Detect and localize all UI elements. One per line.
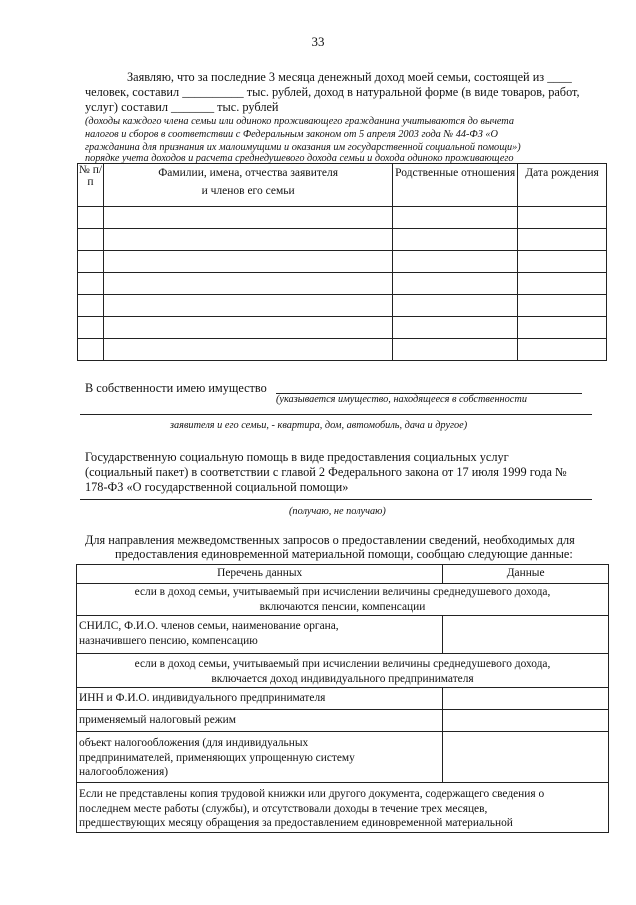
table-row: [78, 273, 607, 295]
table-row: [77, 732, 609, 783]
final-note-line-3: предшествующих месяцу обращения за предоставлением единовременной материальной: [79, 817, 513, 829]
table-row: [78, 295, 607, 317]
social-line-2: (социальный пакет) в соответствии с главой 2 Федерального закона от 17 июля 1999 года №: [85, 465, 567, 479]
table-row: [77, 616, 609, 654]
property-hint-2: заявителя и его семьи, - квартира, дом, автомобиль, дача и другое): [170, 420, 468, 431]
cell-birth[interactable]: [518, 251, 607, 273]
header-names-line-2: и членов его семьи: [201, 185, 295, 197]
cell-name[interactable]: [103, 295, 392, 317]
cell-name[interactable]: [103, 339, 392, 361]
header-list: Перечень данных: [77, 565, 443, 584]
income-note-4: порядке учета доходов и расчета среднедушевого дохода семьи и дохода одиноко проживающего: [85, 153, 514, 164]
cell-num[interactable]: [78, 339, 104, 361]
income-note-2: налогов и сборов в соответствии с Федеральным законом от 5 апреля 2003 года № 44-ФЗ «О: [85, 129, 498, 140]
row-snils-label: [77, 616, 443, 654]
page-number: 33: [311, 34, 325, 49]
requests-line-2: предоставления единовременной материальной помощи, сообщаю следующие данные:: [115, 547, 573, 561]
row-object-line-3: налогообложения): [79, 766, 169, 778]
row-snils-line-1: СНИЛС, Ф.И.О. членов семьи, наименование органа,: [79, 620, 339, 632]
table-row: [77, 688, 609, 710]
cell-birth[interactable]: [518, 273, 607, 295]
cell-birth[interactable]: [518, 317, 607, 339]
section-entrepreneur-line-1: если в доход семьи, учитываемый при исчислении величины среднедушевого дохода,: [134, 658, 551, 670]
section-pensions-line-2: включаются пенсии, компенсации: [259, 600, 426, 613]
cell-num[interactable]: [78, 251, 104, 273]
cell-name[interactable]: [103, 273, 392, 295]
declaration-line-1: Заявляю, что за последние 3 месяца денежный доход моей семьи, состоящей из ____: [127, 70, 572, 84]
cell-num[interactable]: [78, 229, 104, 251]
cell-name[interactable]: [103, 251, 392, 273]
cell-num[interactable]: [78, 207, 104, 229]
cell-birth[interactable]: [518, 339, 607, 361]
header-birth: Дата рождения: [518, 164, 607, 207]
section-entrepreneur-line-2: включается доход индивидуального предпринимателя: [211, 672, 474, 685]
row-tax-label: применяемый налоговый режим: [77, 710, 443, 732]
cell-relation[interactable]: [393, 229, 518, 251]
final-note: [77, 783, 609, 833]
table-row: [78, 339, 607, 361]
row-tax-value[interactable]: [443, 710, 609, 732]
declaration-line-2: человек, составил __________ тыс. рублей, доход в натуральной форме (в виде товаров, работ,: [85, 85, 580, 99]
cell-birth[interactable]: [518, 207, 607, 229]
cell-name[interactable]: [103, 317, 392, 339]
social-hint: (получаю, не получаю): [289, 506, 386, 517]
cell-relation[interactable]: [393, 317, 518, 339]
cell-relation[interactable]: [393, 339, 518, 361]
header-num: № п/п: [78, 164, 104, 207]
data-table: [76, 564, 609, 833]
final-note-line-2: последнем месте работы (службы), и отсутствовали доходы в течение трех месяцев,: [79, 802, 488, 815]
income-note-3: гражданина для признания их малоимущими и оказания им государственной социальной помощи»): [85, 142, 521, 153]
cell-relation[interactable]: [393, 273, 518, 295]
header-data: Данные: [443, 565, 609, 584]
cell-num[interactable]: [78, 295, 104, 317]
section-entrepreneur: [77, 654, 609, 688]
table-row: [78, 251, 607, 273]
social-line-3: 178-ФЗ «О государственной социальной помощи»: [85, 480, 349, 494]
row-object-line-2: предпринимателей, применяющих упрощенную систему: [79, 751, 355, 764]
table-row: [78, 317, 607, 339]
cell-num[interactable]: [78, 273, 104, 295]
section-pensions: [77, 584, 609, 616]
cell-relation[interactable]: [393, 251, 518, 273]
header-names-line-1: Фамилии, имена, отчества заявителя: [158, 167, 339, 179]
row-snils-line-2: назначившего пенсию, компенсацию: [79, 634, 258, 647]
header-names: [103, 164, 392, 207]
social-line-1: Государственную социальную помощь в виде предоставления социальных услуг: [85, 450, 509, 464]
row-object-line-1: объект налогообложения (для индивидуальных: [79, 737, 309, 749]
requests-line-1: Для направления межведомственных запросов о предоставлении сведений, необходимых для: [85, 533, 575, 547]
cell-birth[interactable]: [518, 295, 607, 317]
cell-name[interactable]: [103, 207, 392, 229]
family-members-table: [77, 163, 607, 361]
row-snils-value[interactable]: [443, 616, 609, 654]
income-note-1: (доходы каждого члена семьи или одиноко проживающего гражданина учитываются до вычета: [85, 116, 515, 127]
social-fill-line[interactable]: [80, 498, 592, 500]
final-note-line-1: Если не представлены копия трудовой книжки или другого документа, содержащего сведения о: [79, 788, 545, 800]
section-pensions-line-1: если в доход семьи, учитываемый при исчислении величины среднедушевого дохода,: [134, 586, 551, 598]
table-row: [77, 710, 609, 732]
row-object-value[interactable]: [443, 732, 609, 783]
cell-num[interactable]: [78, 317, 104, 339]
table-row: [78, 229, 607, 251]
row-object-label: [77, 732, 443, 783]
cell-relation[interactable]: [393, 295, 518, 317]
property-fill-line-2[interactable]: [80, 413, 592, 415]
property-hint-1: (указывается имущество, находящееся в собственности: [276, 394, 527, 405]
property-label: В собственности имею имущество: [85, 381, 267, 395]
header-relation: Родственные отношения: [393, 164, 518, 207]
declaration-line-3: услуг) составил _______ тыс. рублей: [85, 100, 279, 114]
row-inn-label: ИНН и Ф.И.О. индивидуального предпринимателя: [77, 688, 443, 710]
cell-name[interactable]: [103, 229, 392, 251]
table-row: [78, 207, 607, 229]
row-inn-value[interactable]: [443, 688, 609, 710]
cell-relation[interactable]: [393, 207, 518, 229]
cell-birth[interactable]: [518, 229, 607, 251]
